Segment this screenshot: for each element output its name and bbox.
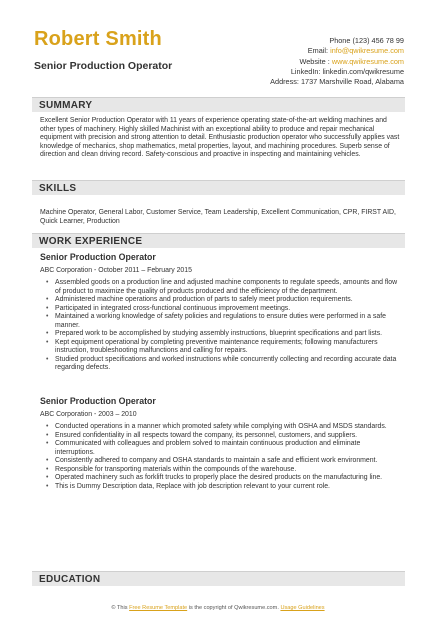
phone-value: (123) 456 78 99 <box>352 36 404 45</box>
website-link[interactable]: www.qwikresume.com <box>331 56 404 66</box>
email-label: Email: <box>307 46 329 56</box>
list-item: • Conducted operations in a manner which promoted safety while complying with OSHA and MSDS standards. <box>46 423 401 432</box>
linkedin-value: linkedin.com/qwikresume <box>322 66 404 76</box>
candidate-title: Senior Production Operator <box>34 60 173 72</box>
list-item: • Prepared work to be accomplished by studying assembly instructions, blueprint specifications and part lists. <box>46 330 401 339</box>
linkedin-label: LinkedIn: <box>290 66 321 76</box>
copyright-footer <box>0 605 436 611</box>
address-label: Address: <box>270 77 299 87</box>
list-item: • Responsible for transporting materials within the compounds of the warehouse. <box>46 466 401 475</box>
contact-address <box>270 77 404 87</box>
skills-text: Machine Operator, General Labor, Customer Service, Team Leadership, Excellent Communication, CPR, FIRST AID, Quick Learner, Production <box>40 209 396 225</box>
footer-prefix: © This <box>111 605 128 611</box>
contact-block <box>270 36 404 87</box>
job-1-bullets <box>46 279 401 373</box>
usage-guidelines-link[interactable]: Usage Guidelines <box>280 605 325 611</box>
phone-label: Phone <box>329 36 351 45</box>
list-item: • Maintained a working knowledge of safety policies and regulations to ensure duties were performed in a safe manner. <box>46 313 401 330</box>
job-2-title: Senior Production Operator <box>40 396 156 406</box>
list-item: • Participated in integrated cross-functional continuous improvement meetings. <box>46 305 401 314</box>
experience-section-header <box>32 233 405 248</box>
contact-phone <box>270 36 404 46</box>
list-item: • Assembled goods on a production line and adjusted machine components to regulate speeds, amounts and flow of product to maximize the quality of products produced and the efficiency of the department. <box>46 279 401 296</box>
summary-text: Excellent Senior Production Operator with 11 years of experience operating state-of-the-art welding machines and other types of machinery. Highly skilled Machinist with an exceptional ability to produce and repair mechanical equipment with precision and strong attention to detail. Enthusiastic production operator who successfully applies vast knowledge of mechanics, shop mathematics, metal properties, layout, and machining procedures. Superb sense of direction and clean driving record. Safety-conscious and proactive in inspecting and maintaining vehicles. <box>40 117 400 159</box>
skills-section-header <box>32 180 405 195</box>
free-resume-template-link[interactable]: Free Resume Template <box>129 605 188 611</box>
footer-middle: is the copyright of Qwikresume.com. <box>188 605 279 611</box>
summary-heading: SUMMARY <box>39 100 93 111</box>
email-link[interactable]: info@qwikresume.com <box>330 46 404 56</box>
contact-linkedin <box>270 67 404 77</box>
list-item: • Consistently adhered to company and OSHA standards to maintain a safe and efficient work environment. <box>46 457 401 466</box>
job-1-title: Senior Production Operator <box>40 252 156 262</box>
education-section-header <box>32 571 405 586</box>
contact-website <box>270 57 404 67</box>
list-item: • Studied product specifications and worked instructions while concurrently collecting and recording accurate data regarding defects. <box>46 356 401 373</box>
list-item: • Communicated with colleagues and problem solved to maintain continuous production and eliminate interruptions. <box>46 440 401 457</box>
job-2-bullets <box>46 423 401 491</box>
contact-email <box>270 46 404 56</box>
skills-heading: SKILLS <box>39 183 77 194</box>
list-item: • Ensured confidentiality in all respects toward the company, its personnel, customers, and suppliers. <box>46 432 401 441</box>
experience-heading: WORK EXPERIENCE <box>39 236 143 247</box>
address-value: 1737 Marshville Road, Alabama <box>300 77 404 87</box>
website-label: Website : <box>299 56 330 66</box>
candidate-name: Robert Smith <box>34 28 162 50</box>
summary-section-header <box>32 97 405 112</box>
list-item: • Administered machine operations and production of parts to safely meet production requirements. <box>46 296 401 305</box>
list-item: • This is Dummy Description data, Replace with job description relevant to your current role. <box>46 483 401 492</box>
job-1-meta: ABC Corporation - October 2011 – February 2015 <box>40 267 192 274</box>
education-heading: EDUCATION <box>39 574 101 585</box>
job-2-meta: ABC Corporation - 2003 – 2010 <box>40 411 137 418</box>
list-item: • Kept equipment operational by completing preventive maintenance requirements; following manufacturers instruction, troubleshooting malfunctions and calling for repairs. <box>46 339 401 356</box>
list-item: • Operated machinery such as forklift trucks to properly place the desired products on the manufacturing line. <box>46 474 401 483</box>
